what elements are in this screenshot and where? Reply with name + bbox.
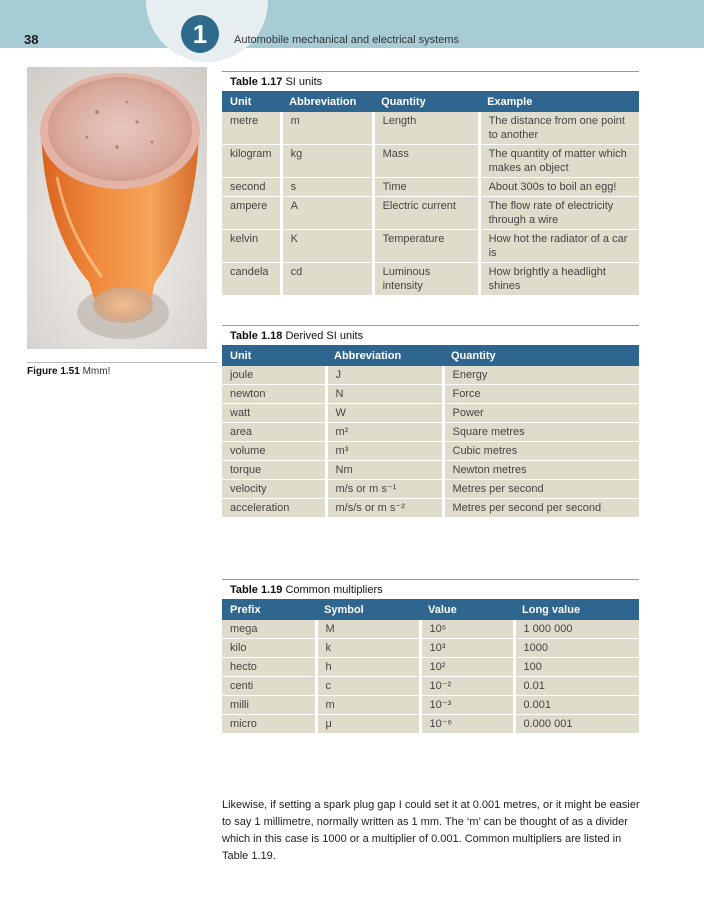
table-cell: The flow rate of electricity through a wire	[479, 197, 639, 230]
table-cell: W	[326, 404, 443, 423]
table-cell: Electric current	[373, 197, 479, 230]
book-title: Automobile mechanical and electrical systems	[234, 34, 459, 46]
table-cell: M	[316, 620, 420, 639]
col-header: Unit	[222, 345, 326, 366]
col-header: Quantity	[443, 345, 639, 366]
table-cell: μ	[316, 715, 420, 734]
table-cell: 10⁻⁶	[420, 715, 514, 734]
table-row	[222, 658, 639, 677]
table-cell: About 300s to boil an egg!	[479, 178, 639, 197]
table-cell: 1000	[514, 639, 639, 658]
table-title: Derived SI units	[285, 330, 364, 342]
table-cell: c	[316, 677, 420, 696]
table-derived-si-units	[222, 325, 639, 518]
chapter-number-badge: 1	[181, 15, 219, 53]
table-row	[222, 197, 639, 230]
table-row	[222, 442, 639, 461]
table-common-multipliers	[222, 579, 639, 734]
table-row	[222, 423, 639, 442]
table-cell: centi	[222, 677, 316, 696]
table-cell: acceleration	[222, 499, 326, 518]
table-cell: area	[222, 423, 326, 442]
table-row	[222, 178, 639, 197]
derived-si-units-table	[222, 345, 639, 518]
table-row	[222, 620, 639, 639]
table-cell: Luminous intensity	[373, 263, 479, 296]
table-cell: 0.000 001	[514, 715, 639, 734]
table-cell: second	[222, 178, 281, 197]
table-header-row	[222, 599, 639, 620]
table-row	[222, 366, 639, 385]
table-cell: Square metres	[443, 423, 639, 442]
table-cell: 0.001	[514, 696, 639, 715]
si-units-table	[222, 91, 639, 296]
table-title: SI units	[285, 76, 323, 88]
table-cell: A	[281, 197, 373, 230]
table-cell: kilogram	[222, 145, 281, 178]
table-cell: kilo	[222, 639, 316, 658]
table-cell: m²	[326, 423, 443, 442]
table-cell: 1 000 000	[514, 620, 639, 639]
table-cell: 10³	[420, 639, 514, 658]
table-cell: m³	[326, 442, 443, 461]
table-cell: kg	[281, 145, 373, 178]
table-row	[222, 715, 639, 734]
table-cell: How brightly a headlight shines	[479, 263, 639, 296]
table-cell: joule	[222, 366, 326, 385]
table-cell: velocity	[222, 480, 326, 499]
table-label: Table 1.18	[230, 330, 283, 342]
table-cell: Metres per second per second	[443, 499, 639, 518]
table-cell: 10⁻³	[420, 696, 514, 715]
table-caption	[222, 325, 639, 345]
table-row	[222, 404, 639, 423]
table-cell: 100	[514, 658, 639, 677]
table-cell: m	[316, 696, 420, 715]
table-cell: watt	[222, 404, 326, 423]
table-cell: Temperature	[373, 230, 479, 263]
table-cell: candela	[222, 263, 281, 296]
table-cell: Energy	[443, 366, 639, 385]
table-row	[222, 263, 639, 296]
table-label: Table 1.19	[230, 584, 283, 596]
col-header: Value	[420, 599, 514, 620]
table-cell: cd	[281, 263, 373, 296]
table-cell: kelvin	[222, 230, 281, 263]
col-header: Quantity	[373, 91, 479, 112]
table-caption	[222, 579, 639, 599]
table-cell: Cubic metres	[443, 442, 639, 461]
common-multipliers-table	[222, 599, 639, 734]
table-cell: hecto	[222, 658, 316, 677]
table-row	[222, 480, 639, 499]
table-cell: J	[326, 366, 443, 385]
table-cell: mega	[222, 620, 316, 639]
col-header: Unit	[222, 91, 281, 112]
table-cell: k	[316, 639, 420, 658]
table-cell: 10⁶	[420, 620, 514, 639]
table-caption	[222, 71, 639, 91]
table-cell: m	[281, 112, 373, 145]
table-row	[222, 385, 639, 404]
col-header: Abbreviation	[326, 345, 443, 366]
table-row	[222, 112, 639, 145]
table-row	[222, 696, 639, 715]
table-cell: volume	[222, 442, 326, 461]
col-header: Abbreviation	[281, 91, 373, 112]
table-cell: ampere	[222, 197, 281, 230]
table-si-units	[222, 71, 639, 296]
table-cell: newton	[222, 385, 326, 404]
col-header: Prefix	[222, 599, 316, 620]
figure-caption-text: Mmm!	[82, 366, 111, 377]
table-row	[222, 499, 639, 518]
table-label: Table 1.17	[230, 76, 283, 88]
table-row	[222, 677, 639, 696]
table-cell: Metres per second	[443, 480, 639, 499]
table-cell: s	[281, 178, 373, 197]
table-cell: metre	[222, 112, 281, 145]
table-cell: Time	[373, 178, 479, 197]
table-cell: m/s/s or m s⁻²	[326, 499, 443, 518]
table-cell: micro	[222, 715, 316, 734]
table-cell: milli	[222, 696, 316, 715]
table-header-row	[222, 345, 639, 366]
table-cell: N	[326, 385, 443, 404]
figure-label: Figure 1.51	[27, 366, 80, 377]
table-cell: Force	[443, 385, 639, 404]
table-cell: Power	[443, 404, 639, 423]
table-cell: Nm	[326, 461, 443, 480]
page-number: 38	[24, 32, 39, 47]
table-cell: How hot the radiator of a car is	[479, 230, 639, 263]
table-cell: Mass	[373, 145, 479, 178]
table-cell: The quantity of matter which makes an object	[479, 145, 639, 178]
col-header: Example	[479, 91, 639, 112]
table-cell: Newton metres	[443, 461, 639, 480]
col-header: Symbol	[316, 599, 420, 620]
table-cell: torque	[222, 461, 326, 480]
table-cell: The distance from one point to another	[479, 112, 639, 145]
table-cell: K	[281, 230, 373, 263]
table-cell: h	[316, 658, 420, 677]
table-row	[222, 145, 639, 178]
col-header: Long value	[514, 599, 639, 620]
table-cell: Length	[373, 112, 479, 145]
table-row	[222, 639, 639, 658]
table-cell: 10⁻²	[420, 677, 514, 696]
table-cell: m/s or m s⁻¹	[326, 480, 443, 499]
glass-of-beer-photo	[27, 67, 207, 349]
table-cell: 10²	[420, 658, 514, 677]
beer-glass-illustration	[27, 67, 207, 349]
figure-caption	[27, 362, 217, 377]
table-row	[222, 461, 639, 480]
table-title: Common multipliers	[285, 584, 383, 596]
body-paragraph: Likewise, if setting a spark plug gap I could set it at 0.001 metres, or it might be easier to say 1 millimetre, normally written as 1 mm. The ‘m’ can be thought of as a divider which in this case is 1000 or a multiplier of 0.001. Common multipliers are listed in Table 1.19.	[222, 799, 640, 862]
table-cell: 0.01	[514, 677, 639, 696]
table-row	[222, 230, 639, 263]
table-header-row	[222, 91, 639, 112]
